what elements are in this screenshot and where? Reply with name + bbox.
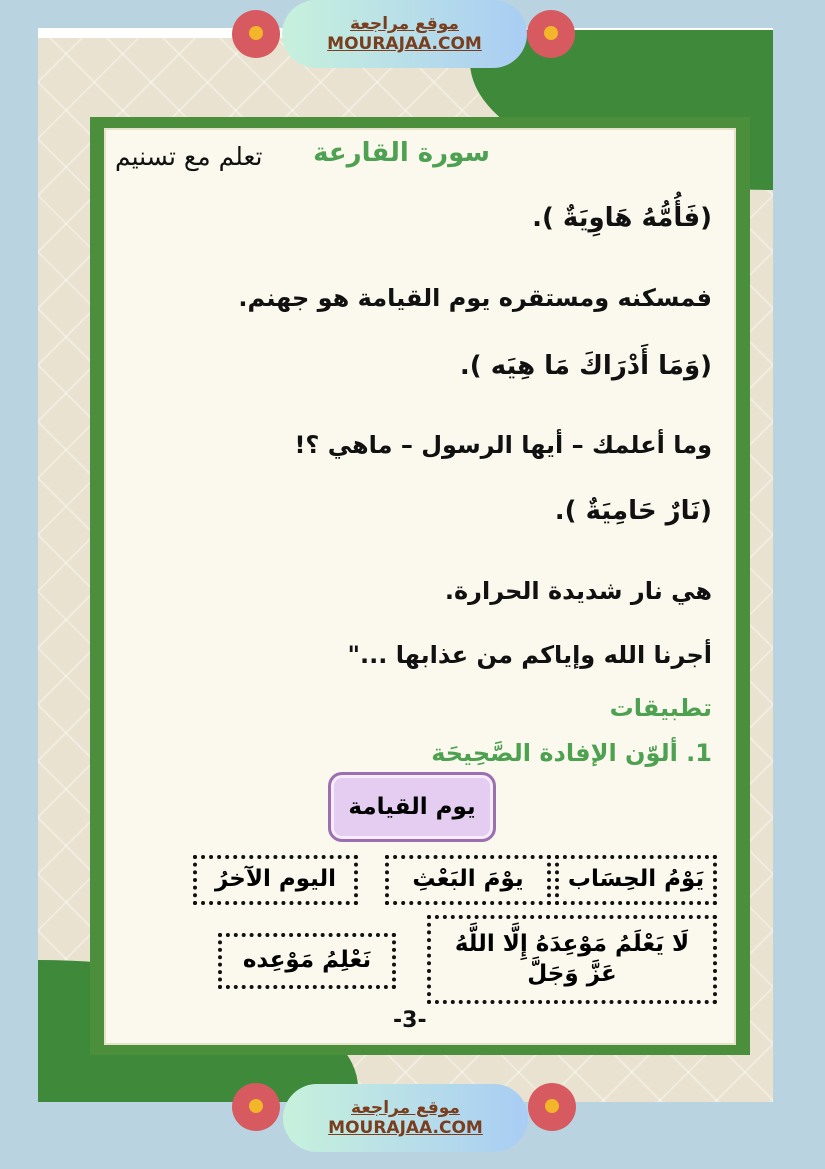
explanation-line: فمسكنه ومستقره يوم القيامة هو جهنم.	[238, 284, 712, 312]
header-badge[interactable]	[282, 0, 527, 68]
logo-icon	[232, 1083, 280, 1131]
option-box[interactable]: اليوم الآخرُ	[193, 855, 358, 905]
option-box[interactable]: يوْمَ البَعْثِ	[385, 855, 551, 905]
explanation-line: وما أعلمك – أيها الرسول – ماهي ؟!	[294, 431, 712, 459]
footer-badge[interactable]	[283, 1084, 528, 1152]
series-name: تعلم مع تسنيم	[115, 142, 263, 171]
logo-icon	[232, 10, 280, 58]
page-number: -3-	[393, 1008, 427, 1033]
explanation-line: أجرنا الله وإياكم من عذابها ..."	[347, 641, 712, 669]
option-box[interactable]: نَعْلِمُ مَوْعِده	[218, 933, 396, 989]
badge-arabic: موقع مراجعة	[350, 14, 459, 34]
badge-latin: MOURAJAA.COM	[327, 34, 482, 54]
exercise-title: 1. ألوّن الإفادة الصَّحِيحَة	[431, 739, 712, 767]
verse-line: (نَارٌ حَامِيَةٌ ).	[554, 496, 712, 526]
verse-line: (وَمَا أَدْرَاكَ مَا هِيَه ).	[459, 351, 712, 381]
option-box[interactable]: يَوْمُ الحِسَاب	[555, 855, 717, 905]
option-box[interactable]: لَا يَعْلَمُ مَوْعِدَهُ إِلَّا اللَّهُ عَزَّ وَجَلَّ	[427, 915, 717, 1004]
badge-latin: MOURAJAA.COM	[328, 1118, 483, 1138]
logo-icon	[527, 10, 575, 58]
center-word-box: يوم القيامة	[328, 772, 496, 842]
surah-title: سورة القارعة	[313, 138, 490, 168]
explanation-line: هي نار شديدة الحرارة.	[444, 577, 712, 605]
logo-icon	[528, 1083, 576, 1131]
verse-line: (فَأُمُّهُ هَاوِيَةٌ ).	[532, 203, 712, 233]
section-title: تطبيقات	[609, 694, 712, 722]
badge-arabic: موقع مراجعة	[351, 1098, 460, 1118]
